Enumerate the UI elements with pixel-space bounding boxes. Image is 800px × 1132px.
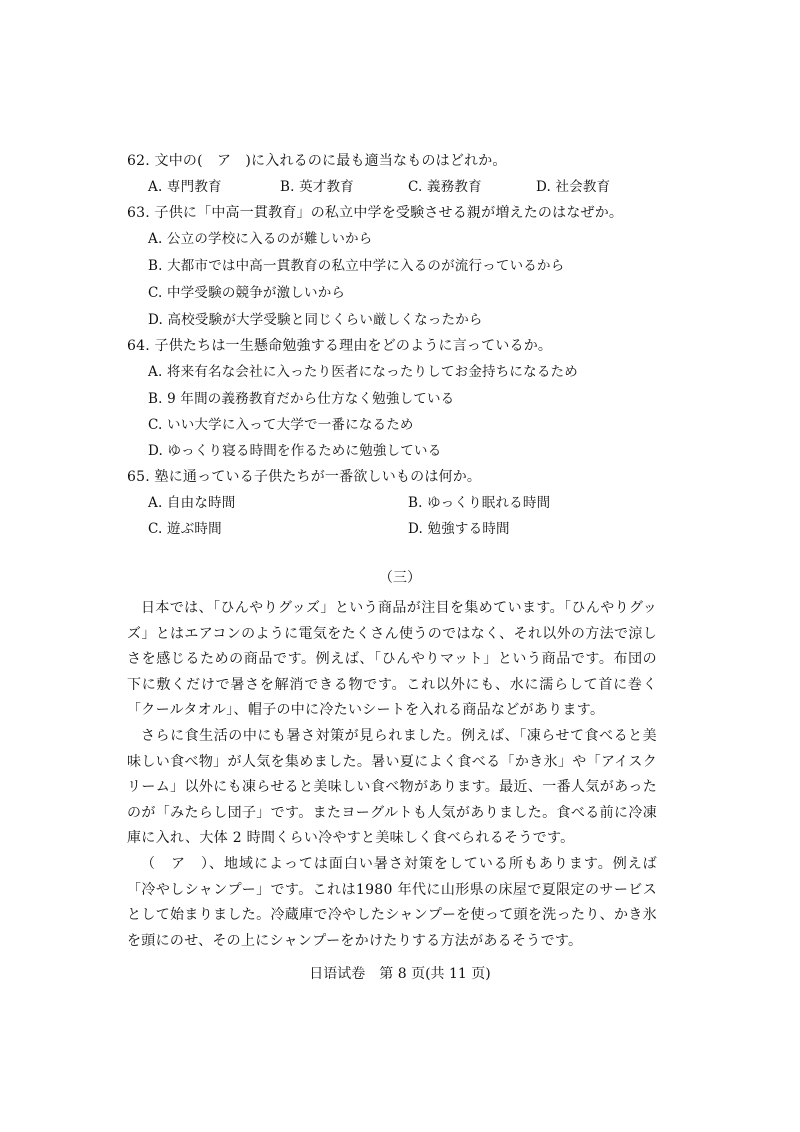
question-64-option-c: C. いい大学に入って大学で一番になるため xyxy=(148,417,414,433)
question-62-option-d: D. 社会教育 xyxy=(536,179,611,195)
question-63-option-b: B. 大都市では中高一貫教育の私立中学に入るのが流行っているから xyxy=(148,258,565,274)
passage-paragraph-3: （ ア ）、地域によっては面白い暑さ対策をしている所もあります。例えば「冷やしシャンプー」です。これは1980 年代に山形県の床屋で夏限定のサービスとして始まりました。冷蔵庫で冷やしたシャンプーを使って頭を洗ったり、かき氷を頭にのせ、その上にシャンプーをかけたりする方法があるそうです。 xyxy=(127,856,657,949)
question-63-option-c: C. 中学受験の競争が激しいから xyxy=(148,285,346,301)
question-63-option-a: A. 公立の学校に入るのが難しいから xyxy=(148,231,373,247)
question-62-option-c: C. 義務教育 xyxy=(408,179,482,195)
passage-paragraph-1: 日本では、「ひんやりグッズ」という商品が注目を集めています。「ひんやりグッズ」とはエアコンのように電気をたくさん使うのではなく、それ以外の方法で涼しさを感じるための商品です。例えば、「ひんやりマット」という商品です。布団の下に敷くだけで暑さを解消できる物です。これ以外にも、水に濡らして首に巻く「クールタオル」、帽子の中に冷たいシートを入れる商品などがあります。 xyxy=(127,600,657,719)
question-65-stem: 65. 塾に通っている子供たちが一番欲しいものは何か。 xyxy=(127,469,482,485)
question-63-option-d: D. 高校受験が大学受験と同じくらい厳しくなったから xyxy=(148,312,483,328)
question-62-option-a: A. 専門教育 xyxy=(148,179,222,195)
section-title: （三） xyxy=(379,570,421,586)
question-65-option-a: A. 自由な時間 xyxy=(148,495,236,511)
question-62-option-b: B. 英才教育 xyxy=(280,179,354,195)
question-62-stem: 62. 文中の( ア )に入れるのに最も適当なものはどれか。 xyxy=(127,153,507,169)
passage-paragraph-2: さらに食生活の中にも暑さ対策が見られました。例えば、「凍らせて食べると美味しい食べ物」が人気を集めました。暑い夏によく食べる「かき氷」や「アイスクリーム」以外にも凍らせると美味しい食べ物があります。最近、一番人気があったのが「みたらし団子」です。またヨーグルトも人気がありました。食べる前に冷凍庫に入れ、大体 2 時間くらい冷やすと美味しく食べられるそうです。 xyxy=(127,728,657,847)
question-65-option-d: D. 勉強する時間 xyxy=(408,521,510,537)
question-63-stem: 63. 子供に「中高一貫教育」の私立中学を受験させる親が増えたのはなぜか。 xyxy=(127,205,624,221)
question-65-option-c: C. 遊ぶ時間 xyxy=(148,521,222,537)
question-64-option-b: B. 9 年間の義務教育だから仕方なく勉強している xyxy=(148,391,455,407)
question-64-stem: 64. 子供たちは一生懸命勉強する理由をどのように言っているか。 xyxy=(127,338,553,354)
page-footer: 日语试卷 第 8 页(共 11 页) xyxy=(309,966,491,982)
question-64-option-d: D. ゆっくり寝る時間を作るために勉強している xyxy=(148,443,442,459)
question-65-option-b: B. ゆっくり眠れる時間 xyxy=(408,495,551,511)
question-64-option-a: A. 将来有名な会社に入ったり医者になったりしてお金持ちになるため xyxy=(148,364,578,380)
